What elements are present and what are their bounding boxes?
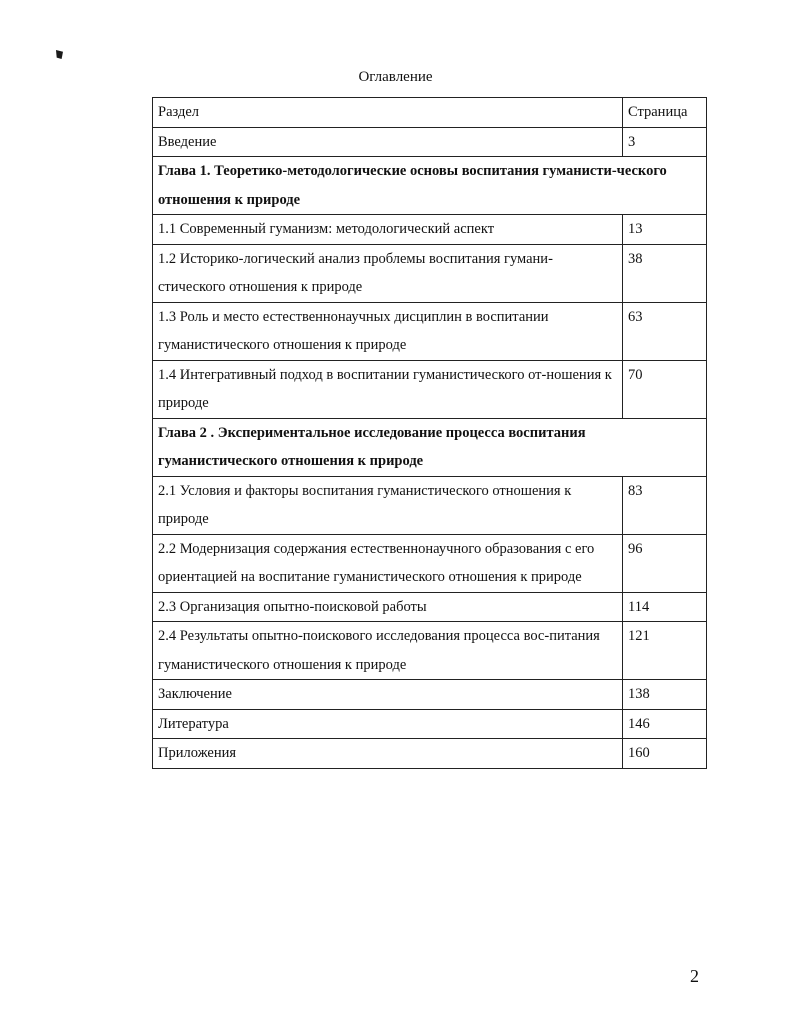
toc-row [153, 215, 707, 245]
page-number: 2 [690, 966, 699, 986]
toc-row [153, 739, 707, 769]
page-title: Оглавление [358, 69, 433, 85]
toc-row-page: 70 [623, 360, 707, 418]
toc-row-text: Введение [153, 127, 623, 157]
toc-table [152, 97, 707, 769]
toc-row-text: 1.1 Современный гуманизм: методологический аспект [153, 215, 623, 245]
toc-row-page: 38 [623, 244, 707, 302]
header-page: Страница [623, 98, 707, 128]
toc-row-text: Заключение [153, 680, 623, 710]
toc-row-text: Литература [153, 709, 623, 739]
toc-row [153, 476, 707, 534]
toc-row [153, 360, 707, 418]
toc-row-text: 1.2 Историко-логический анализ проблемы воспитания гумани-стического отношения к природе [153, 244, 623, 302]
toc-row-page: 96 [623, 534, 707, 592]
toc-row-page: 13 [623, 215, 707, 245]
toc-row [153, 622, 707, 680]
toc-row-page: 63 [623, 302, 707, 360]
toc-row-page: 146 [623, 709, 707, 739]
toc-header-row [153, 98, 707, 128]
toc-row-text: 2.3 Организация опытно-поисковой работы [153, 592, 623, 622]
toc-row-page: 121 [623, 622, 707, 680]
scan-mark [56, 50, 63, 59]
toc-row-text: 2.1 Условия и факторы воспитания гуманистического отношения к природе [153, 476, 623, 534]
toc-row-page: 160 [623, 739, 707, 769]
toc-row [153, 534, 707, 592]
toc-chapter-row [153, 418, 707, 476]
toc-row-text: 1.4 Интегративный подход в воспитании гуманистического от-ношения к природе [153, 360, 623, 418]
toc-row-page: 138 [623, 680, 707, 710]
toc-row-text: Приложения [153, 739, 623, 769]
toc-chapter-row [153, 157, 707, 215]
toc-row-page: 114 [623, 592, 707, 622]
toc-row [153, 592, 707, 622]
toc-row-page: 3 [623, 127, 707, 157]
toc-row-text: 2.4 Результаты опытно-поискового исследования процесса вос-питания гуманистического отношения к природе [153, 622, 623, 680]
toc-row-text: 1.3 Роль и место естественнонаучных дисциплин в воспитании гуманистического отношения к природе [153, 302, 623, 360]
toc-row [153, 709, 707, 739]
chapter-heading: Глава 1. Теоретико-методологические основы воспитания гуманисти-ческого отношения к природе [153, 157, 707, 215]
toc-row-text: 2.2 Модернизация содержания естественнонаучного образования с его ориентацией на воспитание гуманистического отношения к природе [153, 534, 623, 592]
chapter-heading: Глава 2 . Экспериментальное исследование процесса воспитания гуманистического отношения к природе [153, 418, 707, 476]
header-section: Раздел [153, 98, 623, 128]
toc-row [153, 127, 707, 157]
toc-row-page: 83 [623, 476, 707, 534]
toc-row [153, 244, 707, 302]
toc-row [153, 302, 707, 360]
toc-row [153, 680, 707, 710]
